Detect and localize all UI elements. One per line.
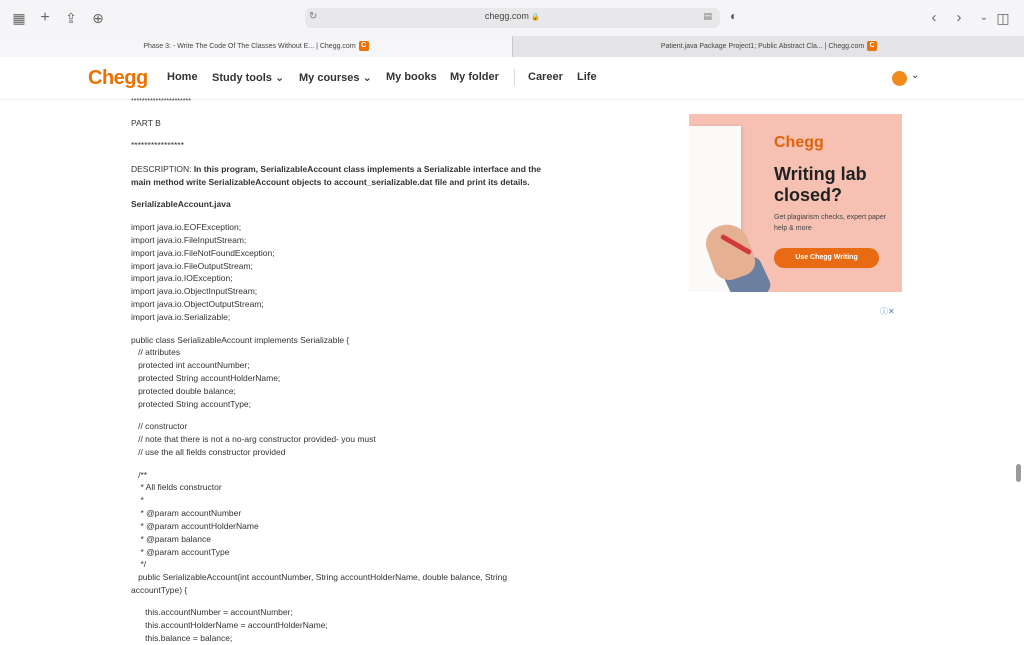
part-heading: PART B [131,118,161,128]
url-text: chegg.com [484,11,529,21]
code-line: // use the all fields constructor provided [131,447,286,457]
code-line: protected String accountHolderName; [131,373,281,383]
privacy-shield-icon[interactable]: ◐ [730,9,738,23]
description-label: DESCRIPTION: [131,164,194,174]
nav-my-folder[interactable]: My folder [450,71,499,83]
nav-divider [514,69,515,86]
tab-overview-icon[interactable]: ▦ [12,10,26,26]
code-line: // attributes [131,347,181,357]
description-line-1 [131,163,541,176]
back-icon[interactable]: ‹ [931,9,937,26]
history-chevron-icon[interactable]: ⌄ [979,12,989,23]
ad-logo: Chegg [774,134,824,151]
lock-icon: 🔒 [531,14,541,21]
chevron-down-icon: ⌄ [362,72,372,84]
code-line: */ [131,559,147,569]
code-line: protected double balance; [131,386,236,396]
code-line: this.accountNumber = accountNumber; [131,607,293,617]
code-line: public class SerializableAccount implements Serializable { [131,335,350,345]
sidebar-icon[interactable]: ◫ [996,10,1010,26]
code-line: * @param balance [131,534,211,544]
ad-subtext: Get plagiarism checks, expert paper help & more [774,214,887,232]
code-line: this.accountHolderName = accountHolderName; [131,620,328,630]
code-line: import java.io.FileNotFoundException; [131,248,275,258]
code-line: accountType) { [131,585,188,595]
forward-icon[interactable]: › [956,9,962,26]
chevron-down-icon[interactable]: ⌄ [911,70,920,81]
download-icon[interactable]: ⊕ [92,10,104,26]
chegg-logo[interactable]: Chegg [88,67,148,89]
code-line: import java.io.FileOutputStream; [131,261,253,271]
code-line: import java.io.ObjectInputStream; [131,286,258,296]
code-line: * @param accountHolderName [131,521,259,531]
code-line: import java.io.FileInputStream; [131,235,247,245]
chegg-navbar [0,57,1024,100]
tab-phase3[interactable] [0,36,512,57]
code-line: * [131,495,144,505]
description-text: In this program, SerializableAccount class implements a Serializable interface and the [193,164,542,174]
stars-divider: ********************** [131,98,191,105]
nav-my-books[interactable]: My books [386,71,437,83]
code-line: import java.io.IOException; [131,273,233,283]
code-line: * @param accountType [131,547,230,557]
code-line: import java.io.Serializable; [131,312,231,322]
code-line: * All fields constructor [131,482,222,492]
tab-patient-java[interactable] [512,36,1024,57]
code-line: /** [131,470,148,480]
reload-icon[interactable]: ↻ [309,11,318,22]
stars-divider: **************** [131,140,184,150]
share-icon[interactable]: ⇪ [65,10,77,26]
use-chegg-writing-button[interactable]: Use Chegg Writing [774,248,879,268]
chevron-down-icon: ⌄ [274,72,285,84]
code-line: * @param accountNumber [131,508,242,518]
code-line: this.balance = balance; [131,633,233,643]
nav-life[interactable]: Life [577,71,597,83]
tab-label: Patient.java Package Project1; Public Abstract Cla... | Chegg.com [660,43,865,50]
nav-home[interactable]: Home [167,71,198,83]
code-line: public SerializableAccount(int accountNumber, String accountHolderName, double balance, String [131,572,508,582]
scrollbar-thumb[interactable] [1016,464,1021,482]
nav-my-courses[interactable] [299,71,372,84]
nav-career[interactable]: Career [528,71,563,83]
reader-icon[interactable]: ▤ [703,11,712,21]
code-line: protected String accountType; [131,399,252,409]
code-line: // note that there is not a no-arg constructor provided- you must [131,434,376,444]
code-line: // constructor [131,421,188,431]
filename-heading: SerializableAccount.java [131,199,231,209]
code-line: protected int accountNumber; [131,360,250,370]
chegg-favicon-icon: C [359,41,369,51]
ad-headline: Writing lab closed? [774,164,867,205]
ad-info-close-icon[interactable]: ⓘ✕ [880,307,895,316]
tab-label: Phase 3: - Write The Code Of The Classes Without E... | Chegg.com [143,43,356,50]
address-bar[interactable] [305,8,720,28]
chegg-favicon-icon: C [867,41,877,51]
code-line: import java.io.EOFException; [131,222,242,232]
nav-label: Study tools [212,72,272,84]
code-line: import java.io.ObjectOutputStream; [131,299,264,309]
avatar[interactable] [892,71,907,86]
nav-study-tools[interactable] [212,71,284,84]
nav-label: My courses [299,72,360,84]
browser-toolbar [0,0,1024,36]
tab-bar [0,36,1024,58]
description-line-2: main method write SerializableAccount objects to account_serializable.dat file and print its details. [131,177,530,187]
chegg-writing-ad[interactable] [689,114,902,292]
new-tab-icon[interactable]: + [40,9,50,26]
